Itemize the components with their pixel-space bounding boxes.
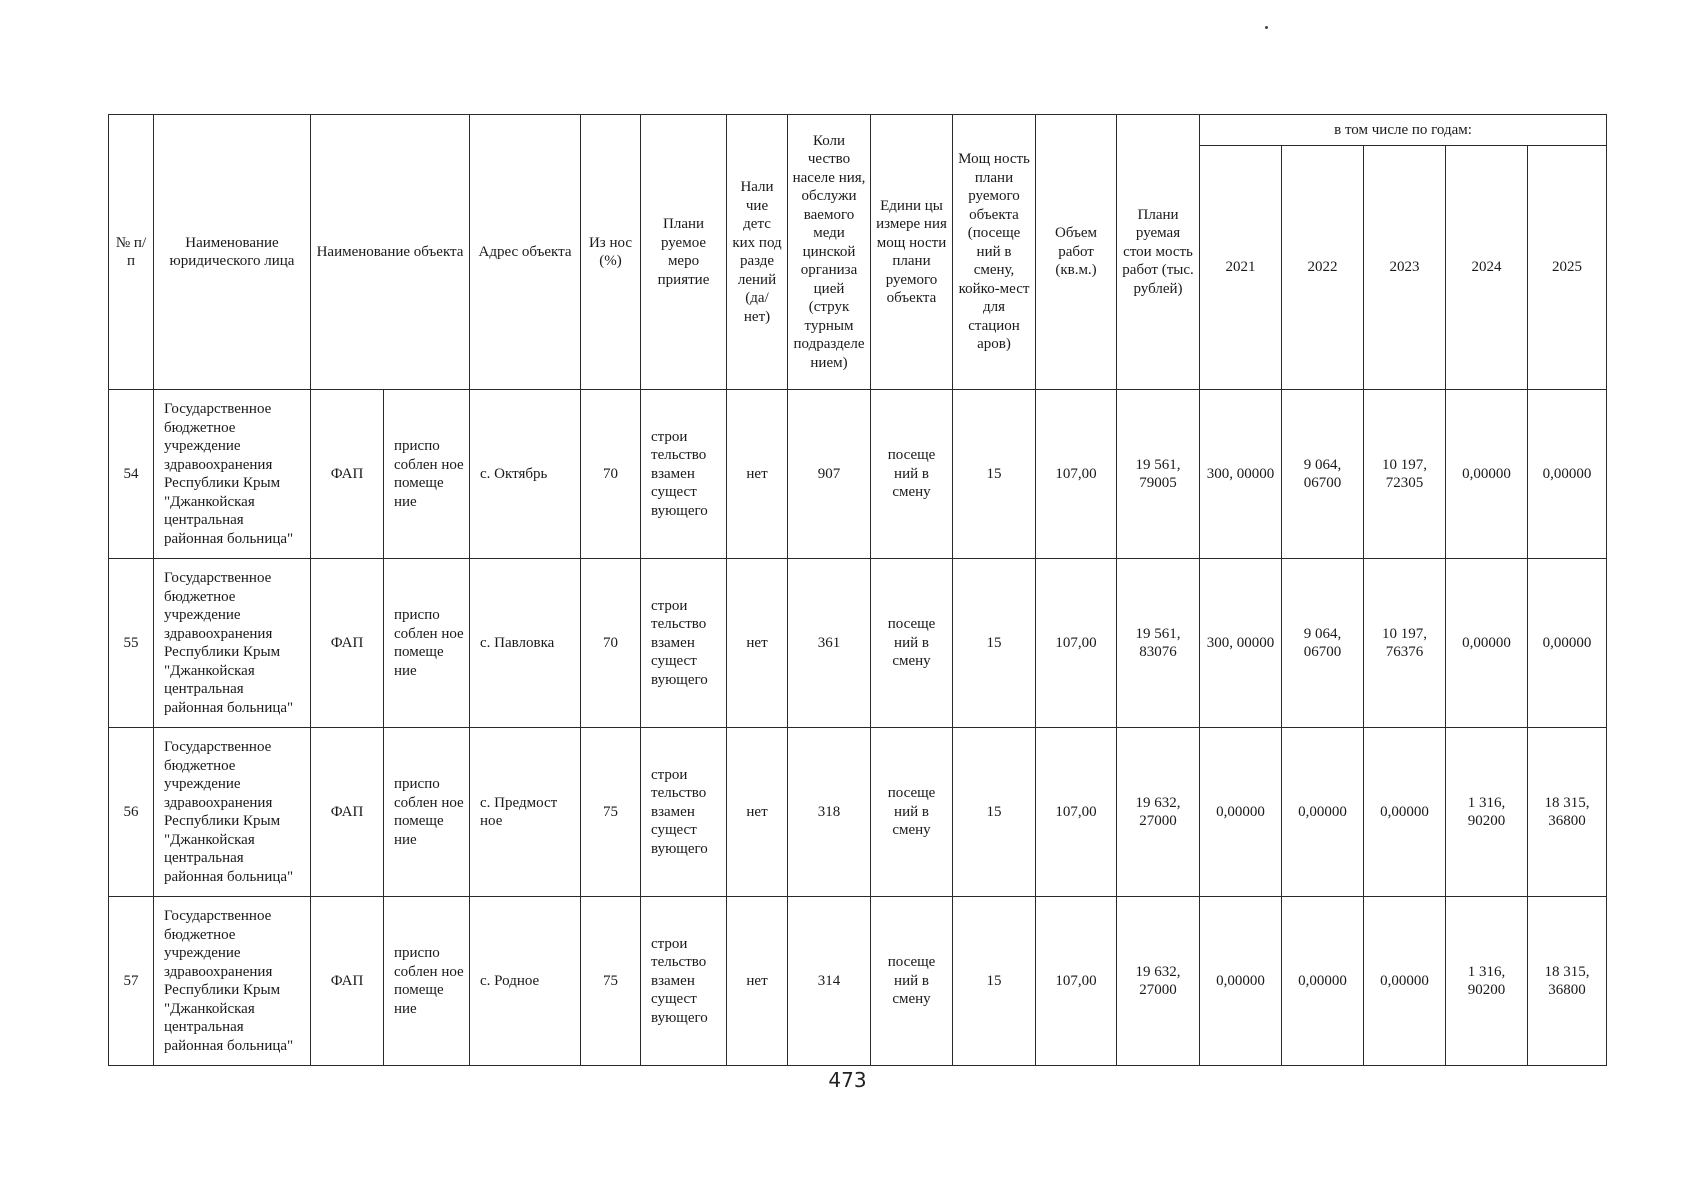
cell-activity: строи тельство взамен сущест вующего — [641, 390, 727, 559]
scan-speck — [1265, 26, 1268, 29]
cell-wear: 70 — [581, 390, 641, 559]
cell-wear: 70 — [581, 559, 641, 728]
cell-obj-type: ФАП — [311, 897, 384, 1066]
cell-2021: 0,00000 — [1200, 728, 1282, 897]
cell-2024: 1 316, 90200 — [1446, 728, 1528, 897]
cell-population: 318 — [788, 728, 871, 897]
table-body — [109, 390, 1607, 1066]
table-row — [109, 390, 1607, 559]
cell-population: 907 — [788, 390, 871, 559]
cell-cost: 19 561, 83076 — [1117, 559, 1200, 728]
header-num: № п/п — [109, 115, 154, 390]
cell-capacity: 15 — [953, 559, 1036, 728]
header-volume: Объем работ (кв.м.) — [1036, 115, 1117, 390]
header-years-group: в том числе по годам: — [1200, 115, 1607, 146]
cell-org: Государственное бюджетное учреждение здравоохранения Республики Крым "Джанкойская центральная районная больница" — [154, 897, 311, 1066]
cell-address: с. Павловка — [470, 559, 581, 728]
cell-cost: 19 632, 27000 — [1117, 728, 1200, 897]
cell-children: нет — [727, 728, 788, 897]
cell-cost: 19 632, 27000 — [1117, 897, 1200, 1066]
cell-activity: строи тельство взамен сущест вующего — [641, 897, 727, 1066]
cell-obj-desc: приспо соблен ное помеще ние — [384, 728, 470, 897]
cell-obj-type: ФАП — [311, 728, 384, 897]
header-year-2023: 2023 — [1364, 146, 1446, 390]
cell-cost: 19 561, 79005 — [1117, 390, 1200, 559]
table-row — [109, 728, 1607, 897]
header-year-2025: 2025 — [1528, 146, 1607, 390]
cell-2025: 0,00000 — [1528, 390, 1607, 559]
cell-units: посеще ний в смену — [871, 390, 953, 559]
cell-units: посеще ний в смену — [871, 897, 953, 1066]
cell-org: Государственное бюджетное учреждение здравоохранения Республики Крым "Джанкойская центральная районная больница" — [154, 728, 311, 897]
cell-2024: 0,00000 — [1446, 559, 1528, 728]
cell-capacity: 15 — [953, 390, 1036, 559]
cell-volume: 107,00 — [1036, 559, 1117, 728]
cell-2024: 1 316, 90200 — [1446, 897, 1528, 1066]
header-legal-name: Наименование юридического лица — [154, 115, 311, 390]
cell-wear: 75 — [581, 897, 641, 1066]
cell-children: нет — [727, 390, 788, 559]
cell-num: 57 — [109, 897, 154, 1066]
cell-2023: 0,00000 — [1364, 897, 1446, 1066]
cell-capacity: 15 — [953, 728, 1036, 897]
page-number: 473 — [828, 1068, 867, 1092]
cell-volume: 107,00 — [1036, 897, 1117, 1066]
cell-2023: 0,00000 — [1364, 728, 1446, 897]
header-cost: Плани руемая стои мость работ (тыс. рублей) — [1117, 115, 1200, 390]
facilities-table — [108, 114, 1607, 1066]
cell-2023: 10 197, 76376 — [1364, 559, 1446, 728]
cell-children: нет — [727, 897, 788, 1066]
cell-obj-type: ФАП — [311, 559, 384, 728]
cell-children: нет — [727, 559, 788, 728]
cell-population: 314 — [788, 897, 871, 1066]
cell-num: 56 — [109, 728, 154, 897]
header-address: Адрес объекта — [470, 115, 581, 390]
cell-activity: строи тельство взамен сущест вующего — [641, 728, 727, 897]
cell-2021: 0,00000 — [1200, 897, 1282, 1066]
cell-capacity: 15 — [953, 897, 1036, 1066]
cell-address: с. Предмост ное — [470, 728, 581, 897]
cell-2022: 0,00000 — [1282, 728, 1364, 897]
cell-activity: строи тельство взамен сущест вующего — [641, 559, 727, 728]
cell-obj-type: ФАП — [311, 390, 384, 559]
cell-wear: 75 — [581, 728, 641, 897]
cell-units: посеще ний в смену — [871, 559, 953, 728]
header-year-2021: 2021 — [1200, 146, 1282, 390]
header-activity: Плани руемое меро приятие — [641, 115, 727, 390]
cell-obj-desc: приспо соблен ное помеще ние — [384, 390, 470, 559]
cell-address: с. Октябрь — [470, 390, 581, 559]
cell-2021: 300, 00000 — [1200, 390, 1282, 559]
table-row — [109, 897, 1607, 1066]
cell-2025: 18 315, 36800 — [1528, 728, 1607, 897]
cell-2022: 9 064, 06700 — [1282, 390, 1364, 559]
cell-org: Государственное бюджетное учреждение здравоохранения Республики Крым "Джанкойская центральная районная больница" — [154, 390, 311, 559]
header-year-2022: 2022 — [1282, 146, 1364, 390]
cell-2021: 300, 00000 — [1200, 559, 1282, 728]
cell-2025: 18 315, 36800 — [1528, 897, 1607, 1066]
cell-volume: 107,00 — [1036, 390, 1117, 559]
cell-num: 55 — [109, 559, 154, 728]
cell-volume: 107,00 — [1036, 728, 1117, 897]
header-children: Нали чие детс ких под разде лений (да/ нет) — [727, 115, 788, 390]
cell-units: посеще ний в смену — [871, 728, 953, 897]
document-sheet — [108, 114, 1606, 1066]
header-capacity: Мощ ность плани руемого объекта (посеще ний в смену, койко-мест для стацион аров) — [953, 115, 1036, 390]
cell-org: Государственное бюджетное учреждение здравоохранения Республики Крым "Джанкойская центральная районная больница" — [154, 559, 311, 728]
header-year-2024: 2024 — [1446, 146, 1528, 390]
header-units: Едини цы измере ния мощ ности плани руемого объекта — [871, 115, 953, 390]
table-row — [109, 559, 1607, 728]
cell-num: 54 — [109, 390, 154, 559]
cell-obj-desc: приспо соблен ное помеще ние — [384, 897, 470, 1066]
cell-2023: 10 197, 72305 — [1364, 390, 1446, 559]
cell-2025: 0,00000 — [1528, 559, 1607, 728]
cell-2022: 9 064, 06700 — [1282, 559, 1364, 728]
header-wear: Из нос (%) — [581, 115, 641, 390]
cell-2022: 0,00000 — [1282, 897, 1364, 1066]
cell-obj-desc: приспо соблен ное помеще ние — [384, 559, 470, 728]
table-header — [109, 115, 1607, 390]
cell-address: с. Родное — [470, 897, 581, 1066]
cell-population: 361 — [788, 559, 871, 728]
header-population: Коли чество населе ния, обслужи ваемого меди цинской организа цией (струк турным подразделе нием) — [788, 115, 871, 390]
header-object-name: Наименование объекта — [311, 115, 470, 390]
cell-2024: 0,00000 — [1446, 390, 1528, 559]
